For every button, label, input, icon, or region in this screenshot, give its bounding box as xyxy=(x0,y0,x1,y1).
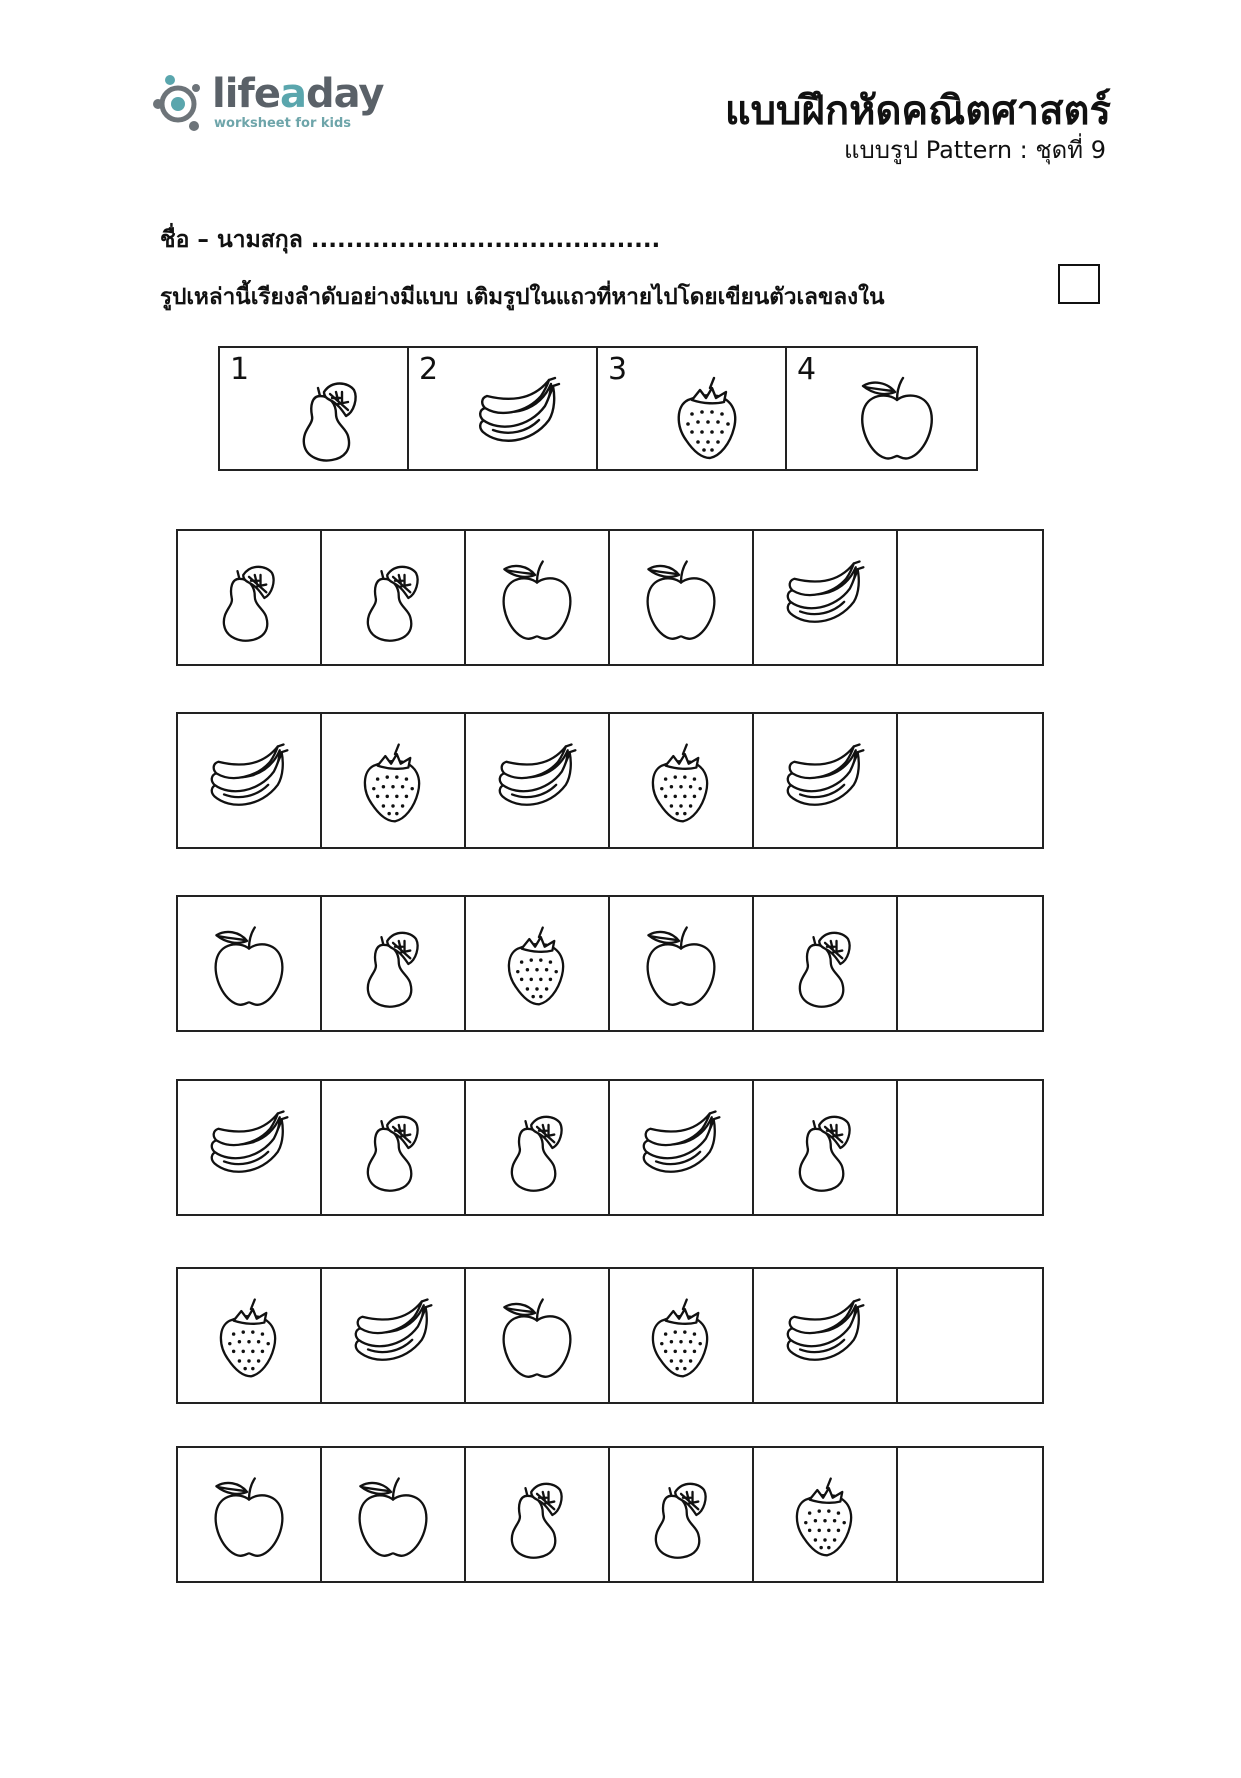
pattern-cell xyxy=(754,1269,898,1402)
pattern-cell xyxy=(178,897,322,1030)
pear-icon xyxy=(777,916,873,1012)
key-cell-1 xyxy=(220,348,409,469)
answer-cell[interactable] xyxy=(898,714,1042,847)
logo-molecule-icon xyxy=(150,70,210,134)
pattern-cell xyxy=(466,714,610,847)
apple-icon xyxy=(633,550,729,646)
pear-icon xyxy=(345,550,441,646)
apple-icon xyxy=(633,916,729,1012)
pattern-cell xyxy=(178,1081,322,1214)
key-cell-3 xyxy=(598,348,787,469)
pattern-cell xyxy=(322,714,466,847)
banana-icon xyxy=(201,733,297,829)
banana-icon xyxy=(469,366,569,466)
pattern-cell xyxy=(754,1081,898,1214)
answer-cell[interactable] xyxy=(898,897,1042,1030)
pattern-cell xyxy=(754,897,898,1030)
pattern-cell xyxy=(178,714,322,847)
pattern-cell xyxy=(322,897,466,1030)
strawberry-icon xyxy=(633,1288,729,1384)
key-number: 3 xyxy=(608,352,628,387)
banana-icon xyxy=(777,1288,873,1384)
pattern-cell xyxy=(610,1081,754,1214)
pattern-cell xyxy=(610,1448,754,1581)
answer-cell[interactable] xyxy=(898,1269,1042,1402)
key-number: 1 xyxy=(230,352,250,387)
worksheet-subtitle: แบบรูป Pattern : ชุดที่ 9 xyxy=(844,136,1106,164)
pear-icon xyxy=(489,1467,585,1563)
pear-icon xyxy=(201,550,297,646)
pattern-cell xyxy=(178,1448,322,1581)
pattern-cell xyxy=(466,1448,610,1581)
fruit-key-table xyxy=(218,346,978,471)
pattern-cell xyxy=(322,1448,466,1581)
pattern-row-4 xyxy=(176,1079,1044,1216)
pattern-cell xyxy=(178,1269,322,1402)
key-number: 2 xyxy=(419,352,439,387)
apple-icon xyxy=(345,1467,441,1563)
lifeaday-logo xyxy=(150,70,384,134)
pattern-row-2 xyxy=(176,712,1044,849)
pattern-cell xyxy=(322,1269,466,1402)
answer-box-example xyxy=(1058,264,1100,304)
key-number: 4 xyxy=(797,352,817,387)
answer-cell[interactable] xyxy=(898,1081,1042,1214)
pear-icon xyxy=(489,1100,585,1196)
strawberry-icon xyxy=(633,733,729,829)
pattern-cell xyxy=(322,531,466,664)
strawberry-icon xyxy=(489,916,585,1012)
pattern-cell xyxy=(178,531,322,664)
pattern-cell xyxy=(466,1269,610,1402)
pattern-row-5 xyxy=(176,1267,1044,1404)
apple-icon xyxy=(201,1467,297,1563)
name-field[interactable]: ชื่อ – นามสกุล ........................................ xyxy=(160,227,661,253)
pattern-row-3 xyxy=(176,895,1044,1032)
banana-icon xyxy=(777,550,873,646)
strawberry-icon xyxy=(658,366,758,466)
banana-icon xyxy=(777,733,873,829)
answer-cell[interactable] xyxy=(898,531,1042,664)
logo-wordmark: lifeaday xyxy=(212,71,384,117)
strawberry-icon xyxy=(345,733,441,829)
pattern-cell xyxy=(754,531,898,664)
pattern-cell xyxy=(754,1448,898,1581)
strawberry-icon xyxy=(201,1288,297,1384)
banana-icon xyxy=(633,1100,729,1196)
worksheet-title: แบบฝึกหัดคณิตศาสตร์ xyxy=(724,88,1111,134)
pattern-cell xyxy=(610,897,754,1030)
apple-icon xyxy=(847,366,947,466)
pear-icon xyxy=(345,916,441,1012)
pattern-cell xyxy=(754,714,898,847)
pear-icon xyxy=(633,1467,729,1563)
pattern-cell xyxy=(610,714,754,847)
instruction-text: รูปเหล่านี้เรียงลำดับอย่างมีแบบ เติมรูปในแถวที่หายไปโดยเขียนตัวเลขลงใน xyxy=(160,284,885,310)
answer-cell[interactable] xyxy=(898,1448,1042,1581)
pear-icon xyxy=(280,366,380,466)
pattern-row-1 xyxy=(176,529,1044,666)
logo-tagline: worksheet for kids xyxy=(214,116,352,131)
key-cell-4 xyxy=(787,348,976,469)
pattern-cell xyxy=(322,1081,466,1214)
pattern-cell xyxy=(466,531,610,664)
apple-icon xyxy=(489,1288,585,1384)
banana-icon xyxy=(489,733,585,829)
pattern-cell xyxy=(466,1081,610,1214)
banana-icon xyxy=(345,1288,441,1384)
apple-icon xyxy=(489,550,585,646)
pattern-cell xyxy=(610,531,754,664)
pattern-cell xyxy=(466,897,610,1030)
banana-icon xyxy=(201,1100,297,1196)
pear-icon xyxy=(777,1100,873,1196)
key-cell-2 xyxy=(409,348,598,469)
pattern-cell xyxy=(610,1269,754,1402)
strawberry-icon xyxy=(777,1467,873,1563)
pattern-row-6 xyxy=(176,1446,1044,1583)
pear-icon xyxy=(345,1100,441,1196)
apple-icon xyxy=(201,916,297,1012)
